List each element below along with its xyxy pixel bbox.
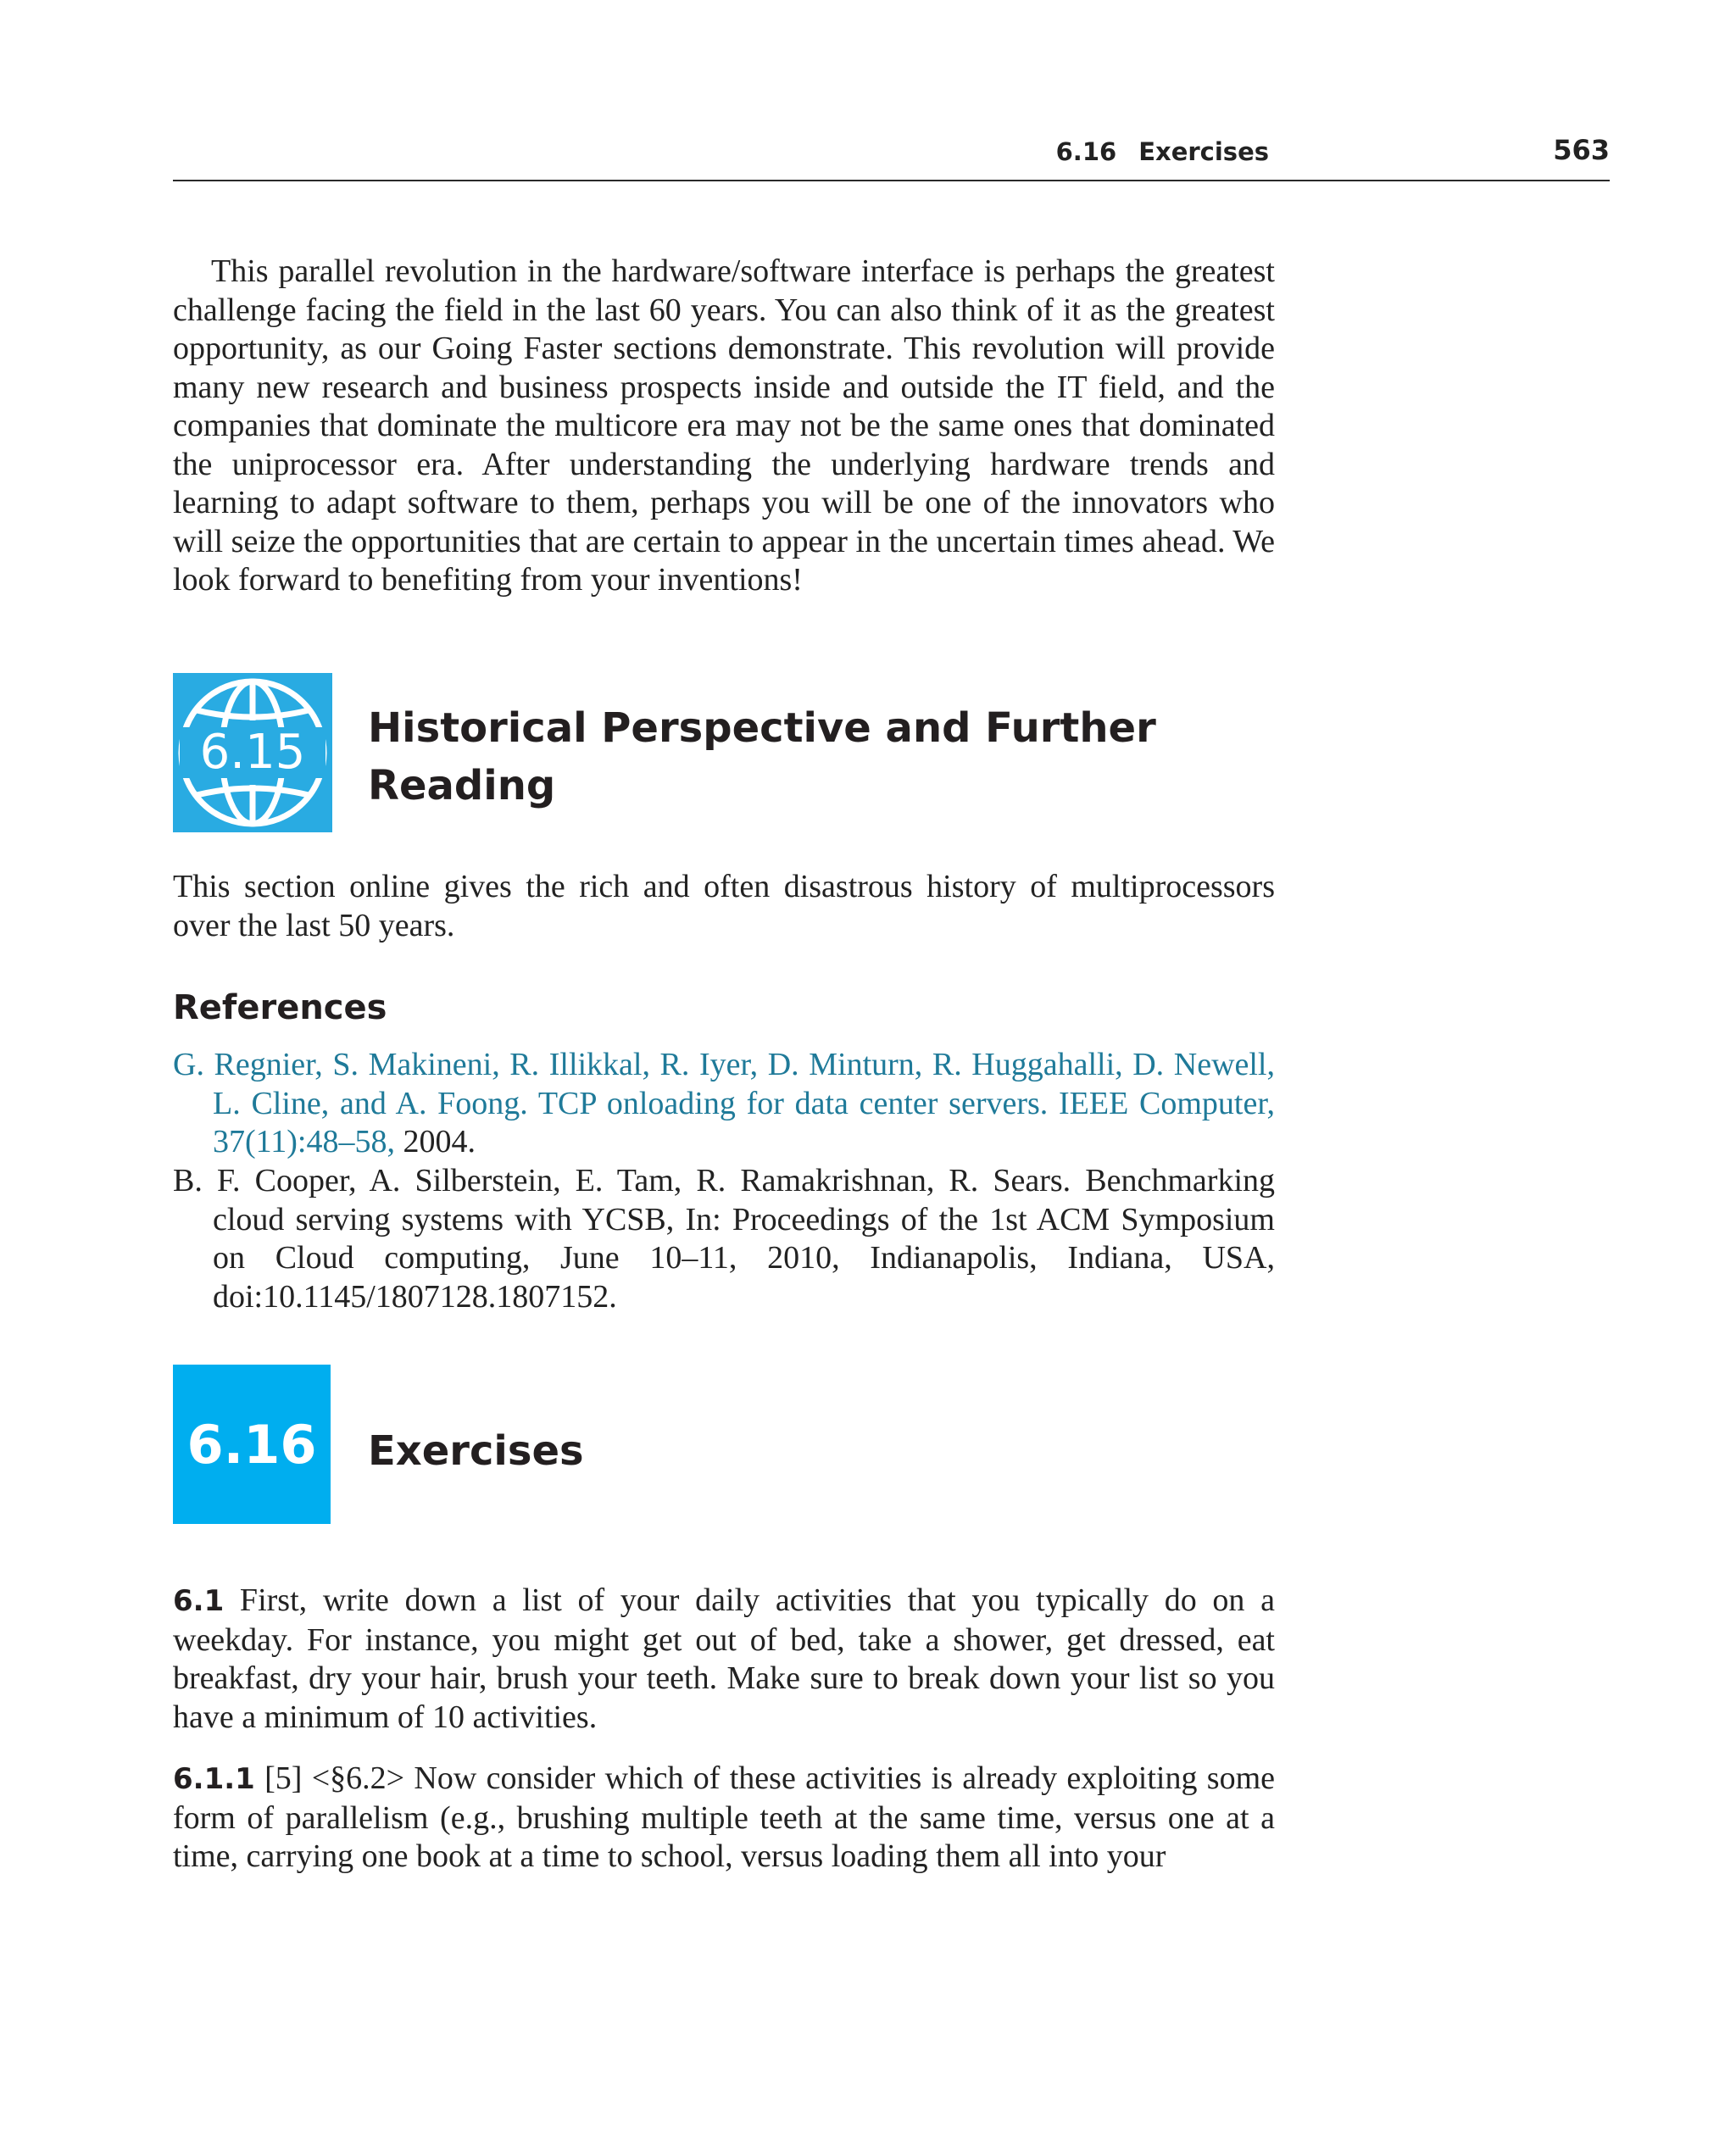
exercise-6-1-1 bbox=[173, 1760, 1275, 1877]
header-section-number: 6.16 bbox=[1055, 137, 1117, 166]
globe-icon bbox=[173, 673, 332, 832]
running-header bbox=[173, 127, 1610, 181]
section-badge-616: 6.16 bbox=[173, 1365, 331, 1524]
header-section-name: Exercises bbox=[1138, 137, 1269, 166]
exercise-number: 6.1 bbox=[173, 1584, 225, 1618]
exercise-text: [5] <§6.2> Now consider which of these activities is already exploiting some form of parallelism (e.g., brushing multiple teeth at the same time, versus one at a time, carrying one book at a time to school, versus loading them all into your bbox=[173, 1760, 1275, 1874]
exercise-6-1 bbox=[173, 1582, 1275, 1737]
exercise-text: First, write down a list of your daily activities that you typically do on a weekday. For instance, you might get out of bed, take a shower, get dressed, eat breakfast, dry your hair, brush your teeth. Make sure to break down your list so you have a minimum of 10 activities. bbox=[173, 1582, 1275, 1735]
reference-item bbox=[173, 1046, 1275, 1162]
section-616-title: Exercises bbox=[368, 1427, 584, 1475]
reference-item: B. F. Cooper, A. Silberstein, E. Tam, R. Ramakrishnan, R. Sears. Benchmarking cloud serving systems with YCSB, In: Proceedings of the 1st ACM Symposium on Cloud computing, June 10–11, 2010, Indianapolis, Indiana, USA, doi:10.1145/1807128.1807152. bbox=[173, 1163, 1275, 1315]
reference-link[interactable]: G. Regnier, S. Makineni, R. Illikkal, R. Iyer, D. Minturn, R. Huggahalli, D. Newell, L. Cline, and A. Foong. TCP onloading for data center servers. IEEE Computer, 37(11):48–58, bbox=[173, 1047, 1275, 1159]
section-badge-615 bbox=[173, 673, 332, 832]
reference-year: 2004. bbox=[394, 1124, 476, 1159]
page-number: 563 bbox=[1553, 134, 1610, 166]
section-badge-615-number: 6.15 bbox=[199, 725, 306, 780]
section-615-title bbox=[368, 699, 1156, 815]
exercise-number: 6.1.1 bbox=[173, 1762, 255, 1796]
header-section bbox=[1056, 137, 1269, 166]
section-615-title-line2: Reading bbox=[368, 762, 556, 809]
section-615-title-line1: Historical Perspective and Further bbox=[368, 704, 1156, 752]
references-heading: References bbox=[173, 988, 387, 1027]
intro-paragraph: This parallel revolution in the hardware/software interface is perhaps the greatest challenge facing the field in the last 60 years. You can also think of it as the greatest opportunity, as our Going Faster sections demonstrate. This revolution will provide many new research and business prospects inside and outside the IT field, and the companies that dominate the multicore era may not be the same ones that dominated the uniprocessor era. After understanding the underlying hardware trends and learning to adapt software to them, perhaps you will be one of the innovators who will seize the opportunities that are certain to appear in the uncertain times ahead. We look forward to benefiting from your inventions! bbox=[173, 253, 1275, 598]
section-615-body: This section online gives the rich and often disastrous history of multiprocessors over the last 50 years. bbox=[173, 869, 1275, 943]
